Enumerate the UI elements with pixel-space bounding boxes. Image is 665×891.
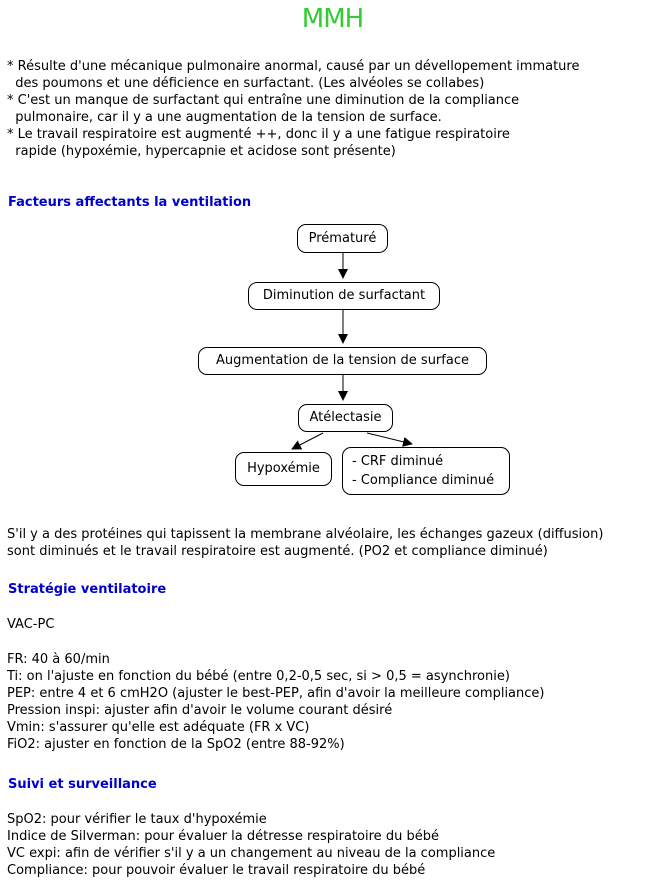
proteins-paragraph	[7, 526, 603, 560]
ventilation-mode-label: VAC-PC	[7, 617, 55, 632]
intro-bullets	[7, 58, 579, 160]
monitoring-line-compliance: Compliance: pour pouvoir évaluer le travail respiratoire du bébé	[7, 863, 426, 878]
flow-node-premature: Prématuré	[297, 224, 388, 253]
intro-line: rapide (hypoxémie, hypercapnie et acidose sont présente)	[7, 144, 396, 159]
page-title: MMH	[301, 4, 364, 34]
arrow-atelectasie-to-hypoxemie	[292, 433, 323, 449]
setting-line-ti: Ti: on l'ajuste en fonction du bébé (entre 0,2-0,5 sec, si > 0,5 = asynchronie)	[7, 669, 510, 684]
heading-facteurs-ventilation: Facteurs affectants la ventilation	[8, 195, 252, 210]
intro-line: * Le travail respiratoire est augmenté ++, donc il y a une fatigue respiratoire	[7, 127, 510, 142]
setting-line-fr: FR: 40 à 60/min	[7, 652, 110, 667]
setting-line-pression-inspi: Pression inspi: ajuster afin d'avoir le volume courant désiré	[7, 703, 393, 718]
paragraph-line: sont diminués et le travail respiratoire est augmenté. (PO2 et compliance diminué)	[7, 544, 548, 559]
heading-suivi-surveillance: Suivi et surveillance	[8, 777, 157, 792]
monitoring-line-vc-expi: VC expi: afin de vérifier s'il y a un changement au niveau de la compliance	[7, 846, 496, 861]
flow-node-crf-line1: - CRF diminué	[352, 454, 444, 469]
intro-line: pulmonaire, car il y a une augmentation de la tension de surface.	[7, 110, 442, 125]
intro-line: * Résulte d'une mécanique pulmonaire anormal, causé par un dévellopement immature	[7, 59, 580, 74]
intro-line: * C'est un manque de surfactant qui entraîne une diminution de la compliance	[7, 93, 520, 108]
flow-node-hypoxemie: Hypoxémie	[235, 452, 332, 486]
flow-node-crf-line2: - Compliance diminué	[352, 473, 495, 488]
flow-node-augmentation-tension: Augmentation de la tension de surface	[198, 347, 487, 375]
intro-line: des poumons et une déficience en surfactant. (Les alvéoles se collabes)	[7, 76, 485, 91]
flow-node-crf-compliance	[342, 447, 510, 495]
setting-line-fio2: FiO2: ajuster en fonction de la SpO2 (entre 88-92%)	[7, 737, 345, 752]
paragraph-line: S'il y a des protéines qui tapissent la membrane alvéolaire, les échanges gazeux (diffusion)	[7, 527, 604, 542]
arrow-atelectasie-to-crf	[367, 433, 412, 444]
setting-line-pep: PEP: entre 4 et 6 cmH2O (ajuster le best-PEP, afin d'avoir la meilleure compliance)	[7, 686, 545, 701]
heading-strategie-ventilatoire: Stratégie ventilatoire	[8, 582, 167, 597]
setting-line-vmin: Vmin: s'assurer qu'elle est adéquate (FR x VC)	[7, 720, 310, 735]
monitoring-list	[7, 811, 495, 879]
ventilation-factors-flowchart	[0, 220, 665, 505]
monitoring-line-silverman: Indice de Silverman: pour évaluer la détresse respiratoire du bébé	[7, 829, 439, 844]
flow-node-atelectasie: Atélectasie	[298, 404, 393, 432]
flow-node-diminution-surfactant: Diminution de surfactant	[248, 282, 440, 310]
ventilator-settings-list	[7, 651, 544, 753]
monitoring-line-spo2: SpO2: pour vérifier le taux d'hypoxémie	[7, 812, 267, 827]
